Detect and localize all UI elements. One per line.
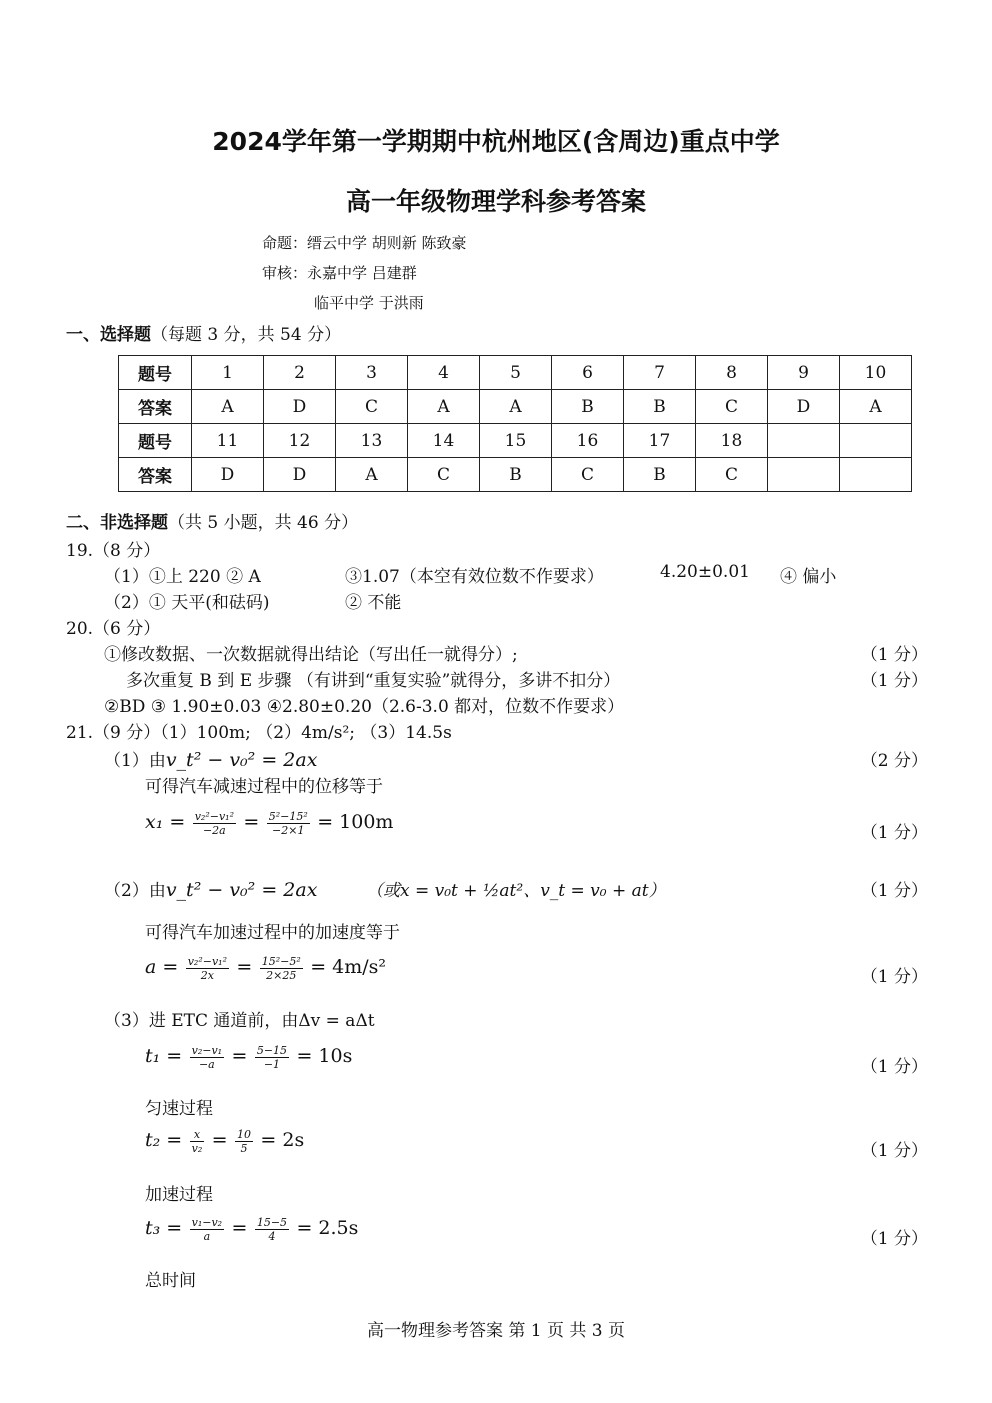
- table-cell: C: [696, 458, 768, 492]
- table-cell: 17: [624, 424, 696, 458]
- table-cell: A: [192, 390, 264, 424]
- q21-part3-text: （3）进 ETC 通道前，由Δv = aΔt: [104, 1011, 375, 1031]
- table-cell: A: [840, 390, 912, 424]
- q21-part1-line: [104, 746, 317, 771]
- formula-result: = 2s: [260, 1129, 305, 1151]
- formula-result: = 10s: [296, 1045, 353, 1067]
- numerator: 10: [236, 1128, 251, 1141]
- q20-head: 20.（6 分）: [66, 619, 161, 639]
- formula-t2: t₂ = $\frac{x}{\text{v₂}}$ = $\frac{10}{5}$ = 2s: [145, 1128, 305, 1155]
- fraction: [190, 1216, 224, 1243]
- denominator: 4: [268, 1230, 276, 1243]
- numerator: 15²−5²: [261, 955, 301, 968]
- q19-part1-a: （1）①上 220 ② A: [104, 567, 261, 587]
- fraction: [190, 1128, 205, 1155]
- q19-part1-d: ④ 偏小: [780, 567, 837, 587]
- table-cell: D: [264, 458, 336, 492]
- row-label: 答案: [119, 458, 192, 492]
- numerator: x: [190, 1128, 205, 1142]
- table-cell: 9: [768, 356, 840, 390]
- section1-title: 一、选择题: [66, 325, 151, 345]
- row-label: 题号: [119, 356, 192, 390]
- table-cell: 10: [840, 356, 912, 390]
- table-cell: 2: [264, 356, 336, 390]
- table-cell: 13: [336, 424, 408, 458]
- q19-part2-a: （2）① 天平(和砝码): [104, 593, 270, 613]
- credit-reviewer: 审核：永嘉中学 吕建群: [262, 264, 417, 282]
- table-cell: 15: [480, 424, 552, 458]
- table-cell: 14: [408, 424, 480, 458]
- score-label: （1 分）: [860, 823, 928, 843]
- section2-note: （共 5 小题，共 46 分）: [168, 513, 359, 533]
- table-cell: 16: [552, 424, 624, 458]
- table-cell: A: [408, 390, 480, 424]
- score-label: （1 分）: [860, 1141, 928, 1161]
- table-cell: 12: [264, 424, 336, 458]
- denominator: 2x: [200, 969, 214, 982]
- q21-part1-text: 可得汽车减速过程中的位移等于: [145, 777, 383, 797]
- table-cell: 7: [624, 356, 696, 390]
- table-cell: 18: [696, 424, 768, 458]
- table-cell: [768, 458, 840, 492]
- table-cell: A: [480, 390, 552, 424]
- formula-lhs: t₃ =: [145, 1217, 183, 1239]
- fraction: [260, 955, 303, 982]
- formula-t1: t₁ = $\frac{\text{v₂−v₁}}{-a}$ = $\frac{5-15}{-1}$ = 10s: [145, 1044, 353, 1071]
- table-cell: 1: [192, 356, 264, 390]
- numerator: v₁−v₂: [191, 1216, 223, 1229]
- table-cell: C: [696, 390, 768, 424]
- doc-title: 2024学年第一学期期中杭州地区(含周边)重点中学: [212, 127, 780, 156]
- table-cell: 4: [408, 356, 480, 390]
- score-label: （2 分）: [860, 751, 928, 771]
- score-label: （1 分）: [860, 967, 928, 987]
- numerator: 15−5: [256, 1216, 288, 1229]
- credit-reviewer-2: 临平中学 于洪雨: [314, 294, 424, 312]
- score-label: （1 分）: [860, 881, 928, 901]
- table-row: [119, 390, 912, 424]
- q19-part1-c: 4.20±0.01: [660, 562, 750, 582]
- numerator: v₂²−v₁²: [194, 810, 234, 823]
- numerator: v₂²−v₁²: [187, 955, 227, 968]
- fraction: [235, 1128, 253, 1155]
- fraction: [186, 955, 229, 982]
- q21-part2-alt: [366, 876, 666, 901]
- table-cell: C: [336, 390, 408, 424]
- formula-lhs: x₁ =: [145, 811, 186, 833]
- table-row: [119, 356, 912, 390]
- table-cell: [840, 424, 912, 458]
- page-footer: 高一物理参考答案 第 1 页 共 3 页: [366, 1321, 626, 1341]
- section1-note: （每题 3 分，共 54 分）: [151, 325, 342, 345]
- table-cell: [840, 458, 912, 492]
- equation-alt: （或x = v₀t + ½at²、v_t = v₀ + at）: [366, 881, 666, 901]
- q21-part2-text: 可得汽车加速过程中的加速度等于: [145, 923, 400, 943]
- equation: v_t² − v₀² = 2ax: [165, 749, 318, 771]
- score-label: （1 分）: [860, 1057, 928, 1077]
- table-row: [119, 424, 912, 458]
- equation: v_t² − v₀² = 2ax: [165, 879, 318, 901]
- score-label: （1 分）: [860, 1229, 928, 1249]
- fraction: [255, 1044, 289, 1071]
- fraction: [255, 1216, 289, 1243]
- row-label: 答案: [119, 390, 192, 424]
- denominator: −2a: [202, 824, 226, 837]
- fraction: [267, 810, 310, 837]
- q21-uniform-label: 匀速过程: [145, 1099, 213, 1119]
- formula-result: = 4m/s²: [310, 956, 387, 978]
- table-cell: A: [336, 458, 408, 492]
- formula-result: = 2.5s: [296, 1217, 359, 1239]
- table-cell: B: [624, 458, 696, 492]
- answer-table: [118, 355, 912, 492]
- table-cell: 5: [480, 356, 552, 390]
- formula-result: = 100m: [317, 811, 394, 833]
- table-cell: B: [552, 390, 624, 424]
- table-cell: 6: [552, 356, 624, 390]
- table-cell: D: [192, 458, 264, 492]
- q20-line2: 多次重复 B 到 E 步骤 （有讲到“重复实验”就得分，多讲不扣分）: [126, 671, 621, 691]
- formula-a: a = $\frac{\text{v₂²−v₁²}}{2x}$ = $\frac{\text{15²−5²}}{2\times 25}$ = 4m/s²: [145, 955, 387, 982]
- section2-heading: [66, 508, 358, 533]
- q19-part2-b: ② 不能: [345, 593, 402, 613]
- table-cell: C: [408, 458, 480, 492]
- formula-lhs: t₁ =: [145, 1045, 183, 1067]
- q21-total-label: 总时间: [145, 1271, 196, 1291]
- denominator: 5: [240, 1142, 248, 1155]
- formula-lhs: a =: [145, 956, 179, 978]
- q21-accel-label: 加速过程: [145, 1185, 213, 1205]
- table-cell: 8: [696, 356, 768, 390]
- score-label: （1 分）: [860, 671, 928, 691]
- numerator: 5−15: [256, 1044, 288, 1057]
- table-cell: D: [264, 390, 336, 424]
- denominator: 2×25: [266, 969, 297, 982]
- numerator: 5²−15²: [268, 810, 308, 823]
- numerator: v₂−v₁: [191, 1044, 223, 1057]
- formula-lhs: t₂ =: [145, 1129, 183, 1151]
- table-cell: B: [480, 458, 552, 492]
- q20-line1: ①修改数据、一次数据就得出结论（写出任一就得分）;: [104, 645, 518, 665]
- part-label: （1）由: [104, 751, 166, 771]
- denominator: −1: [263, 1058, 281, 1071]
- doc-subtitle: 高一年级物理学科参考答案: [345, 187, 646, 216]
- part-label: （2）由: [104, 881, 166, 901]
- formula-t3: t₃ = $\frac{\text{v₁−v₂}}{a}$ = $\frac{15-5}{4}$ = 2.5s: [145, 1216, 359, 1243]
- q19-head: 19.（8 分）: [66, 541, 161, 561]
- fraction: [193, 810, 236, 837]
- credit-author: 命题：缙云中学 胡则新 陈致豪: [262, 234, 467, 252]
- fraction: [190, 1044, 224, 1071]
- table-cell: 11: [192, 424, 264, 458]
- q20-line3: ②BD ③ 1.90±0.03 ④2.80±0.20（2.6-3.0 都对，位数不作要求）: [104, 697, 625, 717]
- q21-part2-line: [104, 876, 317, 901]
- score-label: （1 分）: [860, 645, 928, 665]
- table-row: [119, 458, 912, 492]
- table-cell: C: [552, 458, 624, 492]
- q19-part1-b: ③1.07（本空有效位数不作要求）: [345, 567, 604, 587]
- table-cell: 3: [336, 356, 408, 390]
- table-cell: B: [624, 390, 696, 424]
- denominator: −a: [198, 1058, 215, 1071]
- section2-title: 二、非选择题: [66, 513, 168, 533]
- table-cell: [768, 424, 840, 458]
- formula-x1: x₁ = $\frac{\text{v₂²−v₁²}}{-2a}$ = $\frac{\text{5²−15²}}{-2\times 1}$ = 100m: [145, 810, 394, 837]
- denominator: a: [203, 1230, 211, 1243]
- row-label: 题号: [119, 424, 192, 458]
- section1-heading: [66, 320, 341, 345]
- denominator: v₂: [191, 1142, 203, 1155]
- denominator: −2×1: [272, 824, 305, 837]
- q21-head: 21.（9 分）（1）100m; （2）4m/s²; （3）14.5s: [66, 723, 452, 743]
- table-cell: D: [768, 390, 840, 424]
